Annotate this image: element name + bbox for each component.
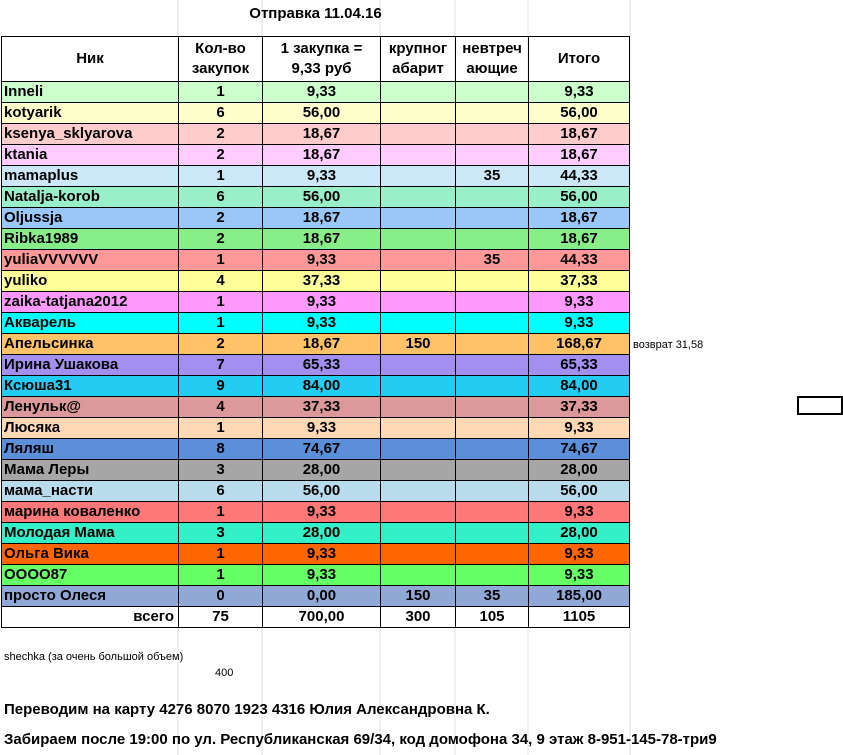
table-row [2, 565, 630, 586]
cell-nick[interactable]: Люсяка [2, 418, 179, 439]
table-row [2, 250, 630, 271]
cell-sum[interactable]: 28,00 [263, 523, 381, 544]
cell-oversize[interactable] [381, 523, 456, 544]
cell-sum[interactable]: 18,67 [263, 334, 381, 355]
table-row [2, 166, 630, 187]
cell-nonmeet[interactable] [456, 334, 529, 355]
cell-nonmeet[interactable] [456, 439, 529, 460]
table-row [2, 292, 630, 313]
shechka-note: shechka (за очень большой объем) [4, 651, 184, 663]
table-row [2, 439, 630, 460]
cell-count[interactable]: 2 [179, 334, 263, 355]
cell-count[interactable]: 2 [179, 229, 263, 250]
cell-count[interactable]: 7 [179, 355, 263, 376]
cell-nonmeet[interactable] [456, 376, 529, 397]
cell-nick[interactable]: Inneli [2, 82, 179, 103]
table-row [2, 460, 630, 481]
cell-total[interactable]: 185,00 [529, 586, 630, 607]
cell-nonmeet[interactable] [456, 124, 529, 145]
cell-total[interactable]: 9,33 [529, 544, 630, 565]
cell-count[interactable]: 6 [179, 103, 263, 124]
cell-nonmeet[interactable] [456, 292, 529, 313]
table-row [2, 103, 630, 124]
cell-total[interactable]: 28,00 [529, 523, 630, 544]
cell-oversize[interactable] [381, 481, 456, 502]
table-row [2, 586, 630, 607]
cell-sum[interactable]: 65,33 [263, 355, 381, 376]
cell-count[interactable]: 4 [179, 271, 263, 292]
header-nick[interactable]: Ник [2, 37, 179, 82]
cell-oversize[interactable] [381, 187, 456, 208]
cell-count[interactable]: 1 [179, 292, 263, 313]
cell-sum[interactable]: 18,67 [263, 229, 381, 250]
cell-count[interactable]: 1 [179, 166, 263, 187]
cell-count[interactable]: 0 [179, 586, 263, 607]
cell-sum[interactable]: 37,33 [263, 271, 381, 292]
cell-oversize[interactable] [381, 565, 456, 586]
cell-sum[interactable]: 74,67 [263, 439, 381, 460]
cell-sum[interactable]: 9,33 [263, 313, 381, 334]
cell-total[interactable]: 168,67 [529, 334, 630, 355]
cell-count[interactable]: 1 [179, 418, 263, 439]
totals-label[interactable]: всего [2, 607, 179, 628]
cell-nonmeet[interactable] [456, 523, 529, 544]
cell-nick[interactable]: Ольга Вика [2, 544, 179, 565]
cell-oversize[interactable] [381, 124, 456, 145]
cell-nonmeet[interactable] [456, 565, 529, 586]
cell-sum[interactable]: 28,00 [263, 460, 381, 481]
table-row [2, 376, 630, 397]
cell-nick[interactable]: OOOO87 [2, 565, 179, 586]
cell-total[interactable]: 9,33 [529, 565, 630, 586]
cell-total[interactable]: 9,33 [529, 502, 630, 523]
cell-nonmeet[interactable] [456, 103, 529, 124]
cell-oversize[interactable] [381, 166, 456, 187]
table-row [2, 355, 630, 376]
cell-count[interactable]: 1 [179, 250, 263, 271]
cell-count[interactable]: 4 [179, 397, 263, 418]
cell-nick[interactable]: ksenya_sklyarova [2, 124, 179, 145]
cell-oversize[interactable] [381, 145, 456, 166]
cell-oversize[interactable] [381, 250, 456, 271]
cell-oversize[interactable] [381, 397, 456, 418]
cell-nonmeet[interactable]: 35 [456, 166, 529, 187]
cell-sum[interactable]: 9,33 [263, 292, 381, 313]
cell-nick[interactable]: yuliaVVVVVV [2, 250, 179, 271]
cell-nick[interactable]: Апельсинка [2, 334, 179, 355]
cell-nick[interactable]: yuliko [2, 271, 179, 292]
cell-nick[interactable]: Ribka1989 [2, 229, 179, 250]
cell-sum[interactable]: 84,00 [263, 376, 381, 397]
cell-sum[interactable]: 9,33 [263, 250, 381, 271]
cell-sum[interactable]: 56,00 [263, 103, 381, 124]
cell-nick[interactable]: Ирина Ушакова [2, 355, 179, 376]
cell-nonmeet[interactable] [456, 418, 529, 439]
cell-oversize[interactable] [381, 229, 456, 250]
cell-sum[interactable]: 9,33 [263, 502, 381, 523]
cell-oversize[interactable]: 150 [381, 586, 456, 607]
cell-nonmeet[interactable] [456, 355, 529, 376]
cell-sum[interactable]: 18,67 [263, 145, 381, 166]
table-row [2, 544, 630, 565]
cell-total[interactable]: 37,33 [529, 271, 630, 292]
refund-note: возврат 31,58 [633, 339, 704, 351]
cell-nonmeet[interactable] [456, 397, 529, 418]
cell-nick[interactable]: mamaplus [2, 166, 179, 187]
totals-row [2, 607, 630, 628]
cell-total[interactable]: 18,67 [529, 229, 630, 250]
cell-sum[interactable]: 9,33 [263, 82, 381, 103]
cell-nonmeet[interactable] [456, 145, 529, 166]
cell-nick[interactable]: zaika-tatjana2012 [2, 292, 179, 313]
table-row [2, 208, 630, 229]
totals-nonmeet[interactable]: 105 [456, 607, 529, 628]
sheet-title: Отправка 11.04.16 [249, 5, 382, 22]
cell-count[interactable]: 1 [179, 565, 263, 586]
cell-nick[interactable]: kotyarik [2, 103, 179, 124]
cell-total[interactable]: 37,33 [529, 397, 630, 418]
cell-count[interactable]: 6 [179, 481, 263, 502]
header-oversize[interactable]: крупног абарит [381, 37, 456, 82]
cell-oversize[interactable] [381, 355, 456, 376]
cell-nick[interactable]: Oljussja [2, 208, 179, 229]
header-nonmeet[interactable]: невтреч ающие [456, 37, 529, 82]
cell-total[interactable]: 9,33 [529, 82, 630, 103]
cell-nick[interactable]: просто Олеся [2, 586, 179, 607]
table-row [2, 334, 630, 355]
table-row [2, 187, 630, 208]
cell-total[interactable]: 18,67 [529, 208, 630, 229]
cell-nonmeet[interactable] [456, 313, 529, 334]
cell-oversize[interactable] [381, 418, 456, 439]
cell-oversize[interactable]: 150 [381, 334, 456, 355]
cell-count[interactable]: 1 [179, 82, 263, 103]
cell-oversize[interactable] [381, 502, 456, 523]
cell-total[interactable]: 44,33 [529, 166, 630, 187]
cell-total[interactable]: 56,00 [529, 481, 630, 502]
cell-oversize[interactable] [381, 376, 456, 397]
cell-total[interactable]: 84,00 [529, 376, 630, 397]
table-row [2, 271, 630, 292]
cell-nick[interactable]: Natalja-korob [2, 187, 179, 208]
table-row [2, 523, 630, 544]
cell-count[interactable]: 9 [179, 376, 263, 397]
shechka-value: 400 [215, 667, 234, 679]
cell-count[interactable]: 6 [179, 187, 263, 208]
cell-total[interactable]: 9,33 [529, 313, 630, 334]
header-total[interactable]: Итого [529, 37, 630, 82]
cell-nick[interactable]: марина коваленко [2, 502, 179, 523]
table-row [2, 124, 630, 145]
cell-sum[interactable]: 18,67 [263, 124, 381, 145]
cell-nick[interactable]: Ксюша31 [2, 376, 179, 397]
cell-total[interactable]: 18,67 [529, 124, 630, 145]
cell-nick[interactable]: Ляляш [2, 439, 179, 460]
cell-oversize[interactable] [381, 544, 456, 565]
selected-cell[interactable] [797, 396, 843, 415]
totals-count[interactable]: 75 [179, 607, 263, 628]
cell-nick[interactable]: Ленульк@ [2, 397, 179, 418]
cell-nonmeet[interactable] [456, 187, 529, 208]
cell-nonmeet[interactable] [456, 229, 529, 250]
cell-nick[interactable]: Акварель [2, 313, 179, 334]
pickup-address-line: Забираем после 19:00 по ул. Республиканская 69/34, код домофона 34, 9 этаж 8-951-145-78-три9 [4, 731, 717, 748]
cell-nonmeet[interactable] [456, 502, 529, 523]
totals-total[interactable]: 1105 [529, 607, 630, 628]
cell-oversize[interactable] [381, 208, 456, 229]
cell-sum[interactable]: 56,00 [263, 187, 381, 208]
cell-sum[interactable]: 56,00 [263, 481, 381, 502]
header-count[interactable]: Кол-во закупок [179, 37, 263, 82]
cell-count[interactable]: 2 [179, 145, 263, 166]
cell-nonmeet[interactable] [456, 481, 529, 502]
cell-oversize[interactable] [381, 439, 456, 460]
cell-total[interactable]: 28,00 [529, 460, 630, 481]
cell-total[interactable]: 74,67 [529, 439, 630, 460]
cell-sum[interactable]: 0,00 [263, 586, 381, 607]
cell-total[interactable]: 9,33 [529, 292, 630, 313]
table-row [2, 502, 630, 523]
cell-oversize[interactable] [381, 103, 456, 124]
cell-nonmeet[interactable] [456, 271, 529, 292]
cell-oversize[interactable] [381, 460, 456, 481]
table-row [2, 82, 630, 103]
cell-sum[interactable]: 9,33 [263, 544, 381, 565]
orders-table [1, 36, 630, 628]
cell-sum[interactable]: 18,67 [263, 208, 381, 229]
cell-oversize[interactable] [381, 271, 456, 292]
cell-nonmeet[interactable] [456, 544, 529, 565]
cell-nick[interactable]: Мама Леры [2, 460, 179, 481]
totals-oversize[interactable]: 300 [381, 607, 456, 628]
table-row [2, 397, 630, 418]
cell-nick[interactable]: Молодая Мама [2, 523, 179, 544]
payment-card-line: Переводим на карту 4276 8070 1923 4316 Юлия Александровна К. [4, 701, 490, 718]
table-row [2, 145, 630, 166]
cell-nick[interactable]: мама_насти [2, 481, 179, 502]
cell-sum[interactable]: 9,33 [263, 418, 381, 439]
cell-count[interactable]: 1 [179, 544, 263, 565]
cell-oversize[interactable] [381, 292, 456, 313]
table-row [2, 229, 630, 250]
cell-nonmeet[interactable] [456, 82, 529, 103]
cell-count[interactable]: 2 [179, 208, 263, 229]
cell-count[interactable]: 3 [179, 523, 263, 544]
cell-total[interactable]: 18,67 [529, 145, 630, 166]
cell-sum[interactable]: 9,33 [263, 565, 381, 586]
cell-count[interactable]: 3 [179, 460, 263, 481]
cell-nonmeet[interactable]: 35 [456, 586, 529, 607]
cell-count[interactable]: 8 [179, 439, 263, 460]
cell-total[interactable]: 44,33 [529, 250, 630, 271]
cell-oversize[interactable] [381, 313, 456, 334]
table-row [2, 481, 630, 502]
cell-total[interactable]: 9,33 [529, 418, 630, 439]
table-header-row [2, 37, 630, 82]
cell-count[interactable]: 2 [179, 124, 263, 145]
cell-nonmeet[interactable] [456, 208, 529, 229]
totals-sum[interactable]: 700,00 [263, 607, 381, 628]
cell-total[interactable]: 56,00 [529, 187, 630, 208]
cell-nonmeet[interactable] [456, 460, 529, 481]
table-row [2, 418, 630, 439]
cell-total[interactable]: 65,33 [529, 355, 630, 376]
cell-nick[interactable]: ktania [2, 145, 179, 166]
cell-sum[interactable]: 37,33 [263, 397, 381, 418]
cell-sum[interactable]: 9,33 [263, 166, 381, 187]
cell-total[interactable]: 56,00 [529, 103, 630, 124]
cell-nonmeet[interactable]: 35 [456, 250, 529, 271]
cell-count[interactable]: 1 [179, 313, 263, 334]
cell-oversize[interactable] [381, 82, 456, 103]
header-price[interactable]: 1 закупка = 9,33 руб [263, 37, 381, 82]
table-row [2, 313, 630, 334]
cell-count[interactable]: 1 [179, 502, 263, 523]
